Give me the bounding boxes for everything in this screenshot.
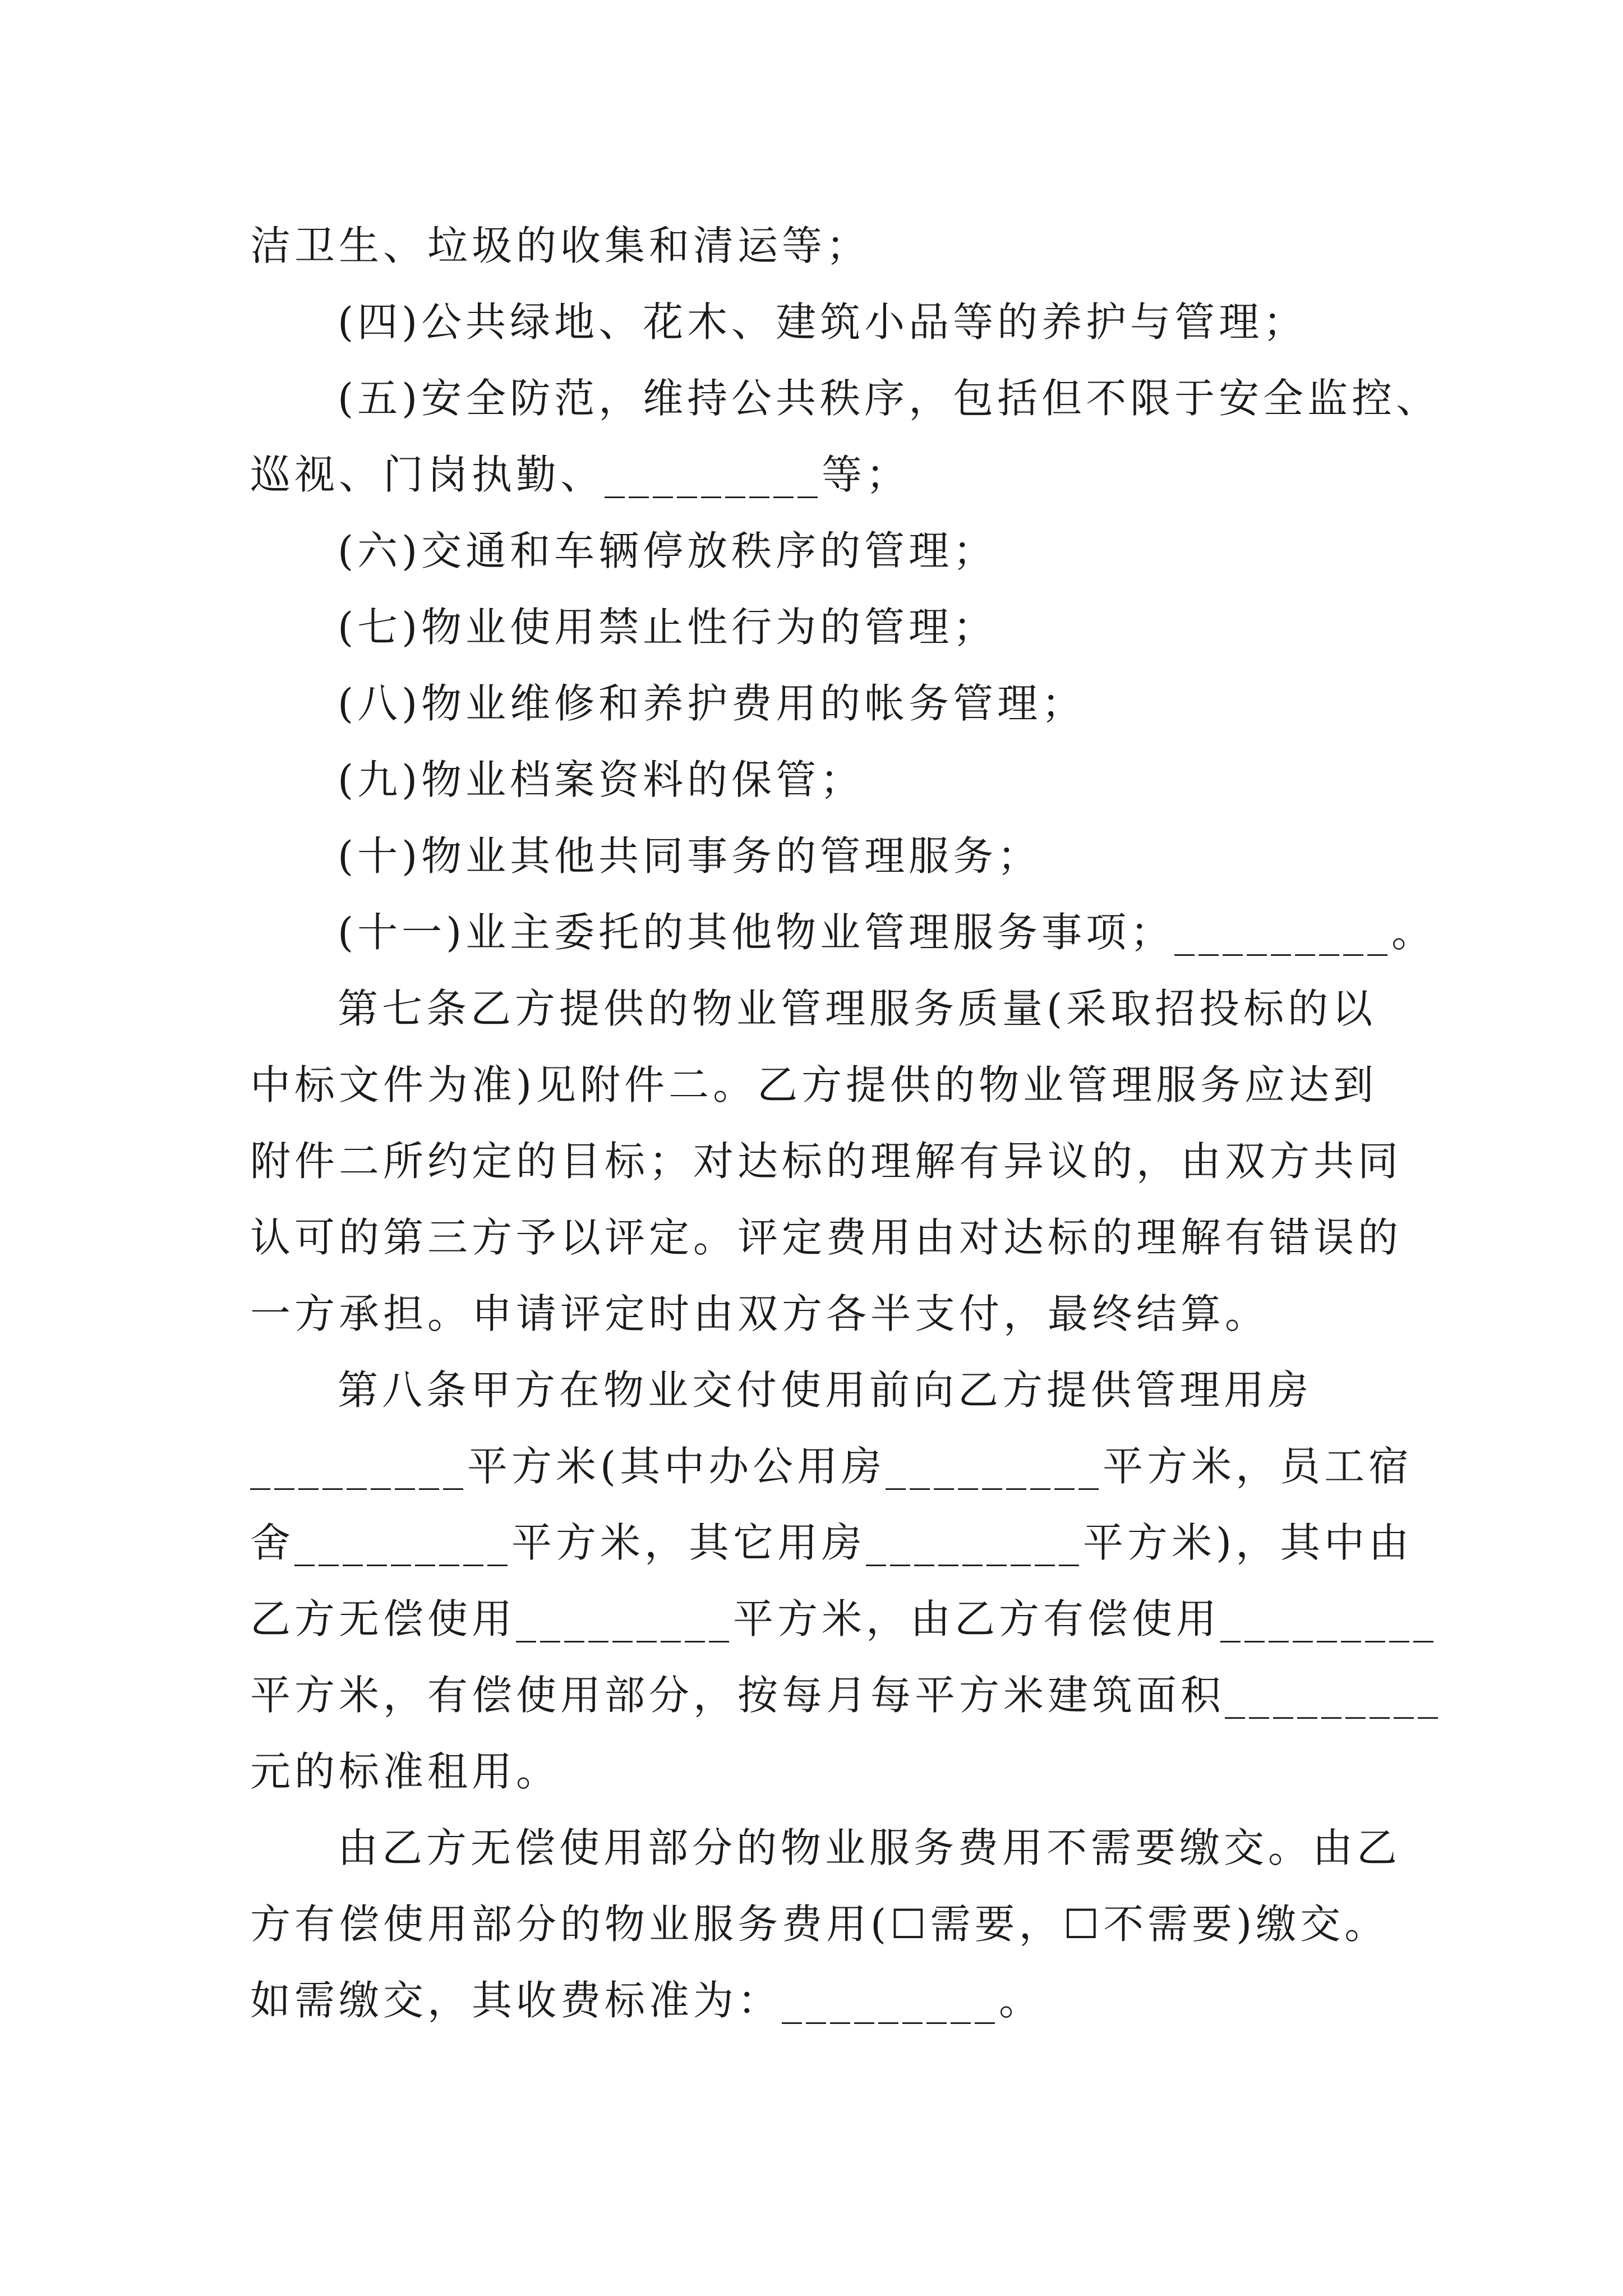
fee-paragraph-line: 由乙方无偿使用部分的物业服务费用不需要缴交。由乙 [338, 1824, 1401, 1871]
clause-item-9: (九)物业档案资料的保管； [338, 756, 865, 803]
article-7-line: 附件二所约定的目标；对达标的理解有异议的，由双方共同 [250, 1138, 1403, 1185]
clause-item-10: (十)物业其他共同事务的管理服务； [338, 832, 1042, 880]
paragraph-line: 洁卫生、垃圾的收集和清运等； [250, 222, 871, 269]
contract-text [250, 208, 1442, 2039]
paragraph-line: 巡视、门岗执勤、_________等； [250, 451, 911, 498]
article-8-line: _________平方米(其中办公用房_________平方米，员工宿 [250, 1443, 1413, 1490]
article-8-line: 平方米，有偿使用部分，按每月每平方米建筑面积_________ [250, 1672, 1442, 1719]
article-7-line: 中标文件为准)见附件二。乙方提供的物业管理服务应达到 [250, 1061, 1378, 1108]
clause-item-6: (六)交通和车辆停放秩序的管理； [338, 527, 998, 574]
clause-item-4: (四)公共绿地、花木、建筑小品等的养护与管理； [338, 298, 1308, 346]
clause-item-8: (八)物业维修和养护费用的帐务管理； [338, 680, 1086, 727]
clause-item-5: (五)安全防范，维持公共秩序，包括但不限于安全监控、 [338, 375, 1441, 422]
article-8-line: 乙方无偿使用_________平方米，由乙方有偿使用_________ [250, 1595, 1438, 1642]
article-8-line: 元的标准租用。 [250, 1748, 561, 1795]
clause-item-7: (七)物业使用禁止性行为的管理； [338, 604, 998, 651]
article-7-line: 一方承担。申请评定时由双方各半支付，最终结算。 [250, 1290, 1270, 1337]
article-7-line: 认可的第三方予以评定。评定费用由对达标的理解有错误的 [250, 1214, 1403, 1261]
clause-item-11: (十一)业主委托的其他物业管理服务事项；_________。 [338, 909, 1436, 956]
article-8-line: 舍_________平方米，其它用房_________平方米)，其中由 [250, 1519, 1413, 1566]
article-8-line: 第八条甲方在物业交付使用前向乙方提供管理用房 [338, 1366, 1313, 1414]
article-7-line: 第七条乙方提供的物业管理服务质量(采取招投标的以 [338, 985, 1377, 1032]
fee-paragraph-line: 方有偿使用部分的物业服务费用(☐需要，☐不需要)缴交。 [250, 1901, 1389, 1948]
fee-paragraph-line: 如需缴交，其收费标准为：_________。 [250, 1977, 1044, 2024]
